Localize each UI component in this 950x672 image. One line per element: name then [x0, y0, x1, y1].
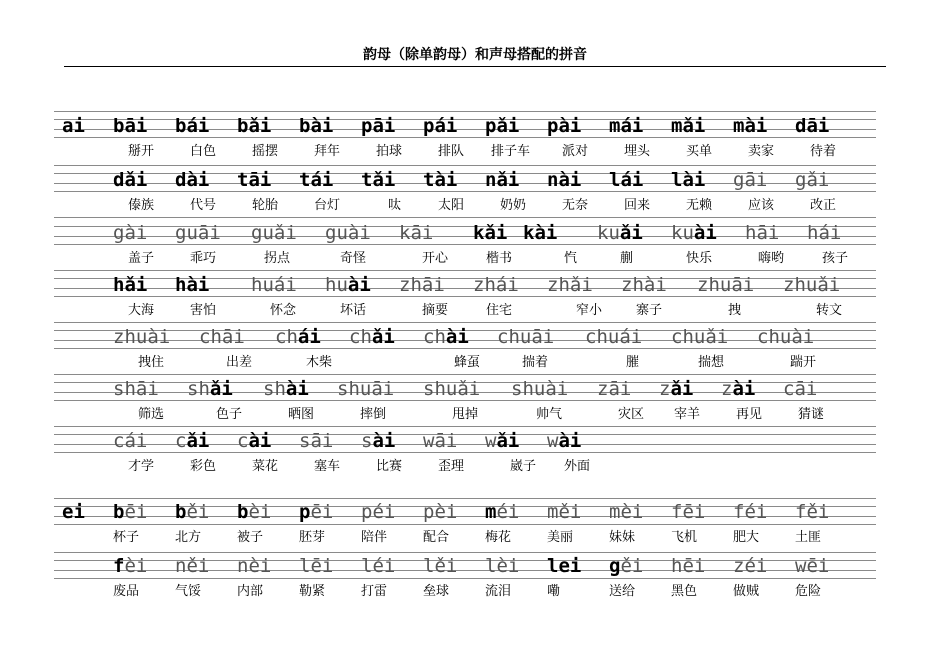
example-word: 转文 — [816, 303, 843, 318]
pinyin-syllable: chuāi — [497, 326, 555, 348]
pinyin-highlight: ài — [693, 222, 717, 244]
pinyin-syllable: bǎi — [237, 115, 272, 137]
example-word: 揣着 — [522, 355, 549, 370]
writing-guide-line — [54, 137, 876, 138]
example-word: 蜂虿 — [454, 355, 481, 370]
example-word: 拍球 — [376, 144, 403, 159]
pinyin-syllable: lěi — [423, 555, 458, 577]
example-word: 代号 — [190, 198, 217, 213]
example-word: 气馁 — [175, 584, 202, 599]
example-word: 膗 — [626, 355, 640, 370]
example-word: 摔倒 — [360, 407, 387, 422]
pinyin-highlight: ǎi — [496, 430, 520, 452]
example-word: 美丽 — [547, 530, 574, 545]
example-word: 轮胎 — [252, 198, 279, 213]
writing-guide-line — [54, 296, 876, 297]
example-word: 回来 — [624, 198, 651, 213]
example-word: 黑色 — [671, 584, 698, 599]
pinyin-syllable: zhuài — [113, 326, 171, 348]
writing-guide-line — [54, 244, 876, 245]
pinyin-syllable: pǎi — [485, 115, 520, 137]
example-word: 木柴 — [306, 355, 333, 370]
pinyin-highlight: ǎi — [371, 326, 395, 348]
pinyin-syllable: gěi — [609, 555, 644, 577]
pinyin-syllable: bēi — [113, 501, 148, 523]
pinyin-syllable: kài — [523, 222, 558, 244]
example-word: 窄小 — [576, 303, 603, 318]
pinyin-syllable: nèi — [237, 555, 272, 577]
pinyin-syllable: pái — [423, 115, 458, 137]
pinyin-syllable: něi — [175, 555, 210, 577]
writing-guide-line — [54, 400, 876, 401]
example-word: 怀念 — [270, 303, 297, 318]
writing-guide-line — [54, 578, 876, 579]
example-word: 勒紧 — [299, 584, 326, 599]
pinyin-syllable: huái — [251, 274, 297, 296]
writing-guide-line — [54, 552, 876, 553]
example-word: 飞机 — [671, 530, 698, 545]
pinyin-syllable: zài — [721, 378, 756, 400]
example-word: 台灯 — [314, 198, 341, 213]
pinyin-highlight: b — [237, 501, 249, 523]
example-word: 踹开 — [790, 355, 817, 370]
example-word: 菜花 — [252, 459, 279, 474]
example-word: 外面 — [564, 459, 591, 474]
pinyin-syllable: wēi — [795, 555, 830, 577]
example-word: 快乐 — [686, 251, 713, 266]
pinyin-syllable: zhái — [473, 274, 519, 296]
example-word: 危险 — [795, 584, 822, 599]
pinyin-syllable: zhuāi — [697, 274, 755, 296]
pinyin-syllable: péi — [361, 501, 396, 523]
example-word: 楷书 — [486, 251, 513, 266]
pinyin-syllable: hāi — [745, 222, 780, 244]
pinyin-syllable: kuài — [671, 222, 717, 244]
pinyin-syllable: cài — [237, 430, 272, 452]
pinyin-syllable: chǎi — [349, 326, 395, 348]
pinyin-highlight: ài — [347, 274, 371, 296]
example-word: 摇摆 — [252, 144, 279, 159]
example-word: 肥大 — [733, 530, 760, 545]
example-word: 梅花 — [485, 530, 512, 545]
example-word: 排队 — [438, 144, 465, 159]
pinyin-syllable: zhài — [621, 274, 667, 296]
example-word: 才学 — [128, 459, 155, 474]
example-word: 拽 — [728, 303, 742, 318]
pinyin-highlight: ài — [285, 378, 309, 400]
pinyin-syllable: chuài — [757, 326, 815, 348]
pinyin-syllable: hēi — [671, 555, 706, 577]
pinyin-syllable: mèi — [609, 501, 644, 523]
pinyin-syllable: sài — [361, 430, 396, 452]
pinyin-highlight: g — [609, 555, 621, 577]
example-word: 掰开 — [128, 144, 155, 159]
pinyin-syllable: léi — [361, 555, 396, 577]
example-word: 猜谜 — [798, 407, 825, 422]
example-word: 拜年 — [314, 144, 341, 159]
example-word: 歪理 — [438, 459, 465, 474]
example-word: 坏话 — [340, 303, 367, 318]
pinyin-syllable: gǎi — [795, 169, 830, 191]
pinyin-syllable: mǎi — [671, 115, 706, 137]
pinyin-syllable: shuāi — [337, 378, 395, 400]
writing-guide-line — [54, 498, 876, 499]
pinyin-syllable: tāi — [237, 169, 272, 191]
pinyin-syllable: guǎi — [251, 222, 297, 244]
pinyin-syllable: tái — [299, 169, 334, 191]
example-word: 筛选 — [138, 407, 165, 422]
pinyin-syllable: zéi — [733, 555, 768, 577]
pinyin-syllable: kāi — [399, 222, 434, 244]
pinyin-syllable: féi — [733, 501, 768, 523]
pinyin-syllable: méi — [485, 501, 520, 523]
example-word: 无奈 — [562, 198, 589, 213]
pinyin-syllable: fěi — [795, 501, 830, 523]
example-word: 奶奶 — [500, 198, 527, 213]
example-word: 太阳 — [438, 198, 465, 213]
example-word: 忾 — [564, 251, 578, 266]
pinyin-syllable: lèi — [485, 555, 520, 577]
page-title: 韵母（除单韵母）和声母搭配的拼音 — [363, 47, 587, 63]
pinyin-syllable: pèi — [423, 501, 458, 523]
pinyin-syllable: pēi — [299, 501, 334, 523]
example-word: 土匪 — [795, 530, 822, 545]
example-word: 比赛 — [376, 459, 403, 474]
writing-guide-line — [54, 191, 876, 192]
example-word: 害怕 — [190, 303, 217, 318]
example-word: 打雷 — [361, 584, 388, 599]
pinyin-syllable: zhāi — [399, 274, 445, 296]
example-word: 宰羊 — [674, 407, 701, 422]
pinyin-syllable: měi — [547, 501, 582, 523]
example-word: 埋头 — [624, 144, 651, 159]
writing-guide-line — [54, 111, 876, 112]
pinyin-syllable: fèi — [113, 555, 148, 577]
pinyin-syllable: tài — [423, 169, 458, 191]
example-word: 买单 — [686, 144, 713, 159]
example-word: 应该 — [748, 198, 775, 213]
example-word: 北方 — [175, 530, 202, 545]
final-label-ai: ai — [62, 115, 85, 137]
pinyin-syllable: kǎi — [473, 222, 508, 244]
example-word: 流泪 — [485, 584, 512, 599]
pinyin-syllable: bāi — [113, 115, 148, 137]
writing-guide-line — [54, 426, 876, 427]
pinyin-syllable: wāi — [423, 430, 458, 452]
pinyin-syllable: lài — [671, 169, 706, 191]
writing-guide-line — [54, 452, 876, 453]
example-word: 蒯 — [620, 251, 634, 266]
pinyin-highlight: ǎi — [209, 378, 233, 400]
pinyin-highlight: ǎi — [619, 222, 643, 244]
pinyin-syllable: lei — [547, 555, 582, 577]
pinyin-syllable: chuǎi — [671, 326, 729, 348]
example-word: 色子 — [216, 407, 243, 422]
example-word: 开心 — [422, 251, 449, 266]
example-word: 派对 — [562, 144, 589, 159]
writing-guide-line — [54, 374, 876, 375]
pinyin-highlight: ài — [445, 326, 469, 348]
example-word: 摘要 — [422, 303, 449, 318]
example-word: 送给 — [609, 584, 636, 599]
example-word: 再见 — [736, 407, 763, 422]
example-word: 大海 — [128, 303, 155, 318]
pinyin-syllable: chài — [423, 326, 469, 348]
pinyin-syllable: wài — [547, 430, 582, 452]
example-word: 甩掉 — [452, 407, 479, 422]
example-word: 胚芽 — [299, 530, 326, 545]
pinyin-syllable: mái — [609, 115, 644, 137]
example-word: 帅气 — [536, 407, 563, 422]
writing-guide-line — [54, 165, 876, 166]
pinyin-syllable: lái — [609, 169, 644, 191]
example-word: 被子 — [237, 530, 264, 545]
example-word: 做贼 — [733, 584, 760, 599]
title-underline — [64, 66, 886, 67]
pinyin-syllable: zǎi — [659, 378, 694, 400]
example-word: 出差 — [226, 355, 253, 370]
pinyin-highlight: f — [113, 555, 125, 577]
example-word: 待着 — [810, 144, 837, 159]
example-word: 妹妹 — [609, 530, 636, 545]
pinyin-highlight: ài — [732, 378, 756, 400]
pinyin-syllable: sāi — [299, 430, 334, 452]
pinyin-syllable: bái — [175, 115, 210, 137]
pinyin-syllable: pài — [547, 115, 582, 137]
pinyin-syllable: chuái — [585, 326, 643, 348]
example-word: 排子车 — [491, 144, 531, 159]
pinyin-syllable: gāi — [733, 169, 768, 191]
pinyin-syllable: dǎi — [113, 169, 148, 191]
example-word: 嗨哟 — [758, 251, 785, 266]
pinyin-syllable: shǎi — [187, 378, 233, 400]
final-label-ei: ei — [62, 501, 85, 523]
pinyin-syllable: běi — [175, 501, 210, 523]
example-word: 寨子 — [636, 303, 663, 318]
writing-guide-line — [54, 217, 876, 218]
pinyin-syllable: hǎi — [113, 274, 148, 296]
pinyin-highlight: ài — [372, 430, 396, 452]
example-word: 乖巧 — [190, 251, 217, 266]
example-word: 内部 — [237, 584, 264, 599]
pinyin-syllable: dāi — [795, 115, 830, 137]
example-word: 孩子 — [822, 251, 849, 266]
pinyin-highlight: p — [299, 501, 311, 523]
pinyin-syllable: dài — [175, 169, 210, 191]
example-word: 盖子 — [128, 251, 155, 266]
example-word: 晒图 — [288, 407, 315, 422]
pinyin-syllable: guài — [325, 222, 371, 244]
example-word: 住宅 — [486, 303, 513, 318]
pinyin-syllable: cǎi — [175, 430, 210, 452]
example-word: 塞车 — [314, 459, 341, 474]
pinyin-highlight: ǎi — [186, 430, 210, 452]
example-word: 傣族 — [128, 198, 155, 213]
pinyin-syllable: bài — [299, 115, 334, 137]
pinyin-syllable: hài — [175, 274, 210, 296]
pinyin-syllable: zhuǎi — [783, 274, 841, 296]
pinyin-syllable: nǎi — [485, 169, 520, 191]
pinyin-highlight: b — [113, 501, 125, 523]
pinyin-syllable: hái — [807, 222, 842, 244]
example-word: 白色 — [190, 144, 217, 159]
example-word: 奇怪 — [340, 251, 367, 266]
writing-guide-line — [54, 322, 876, 323]
example-word: 拐点 — [264, 251, 291, 266]
example-word: 拽住 — [138, 355, 165, 370]
example-word: 改正 — [810, 198, 837, 213]
writing-guide-line — [54, 524, 876, 525]
example-word: 嘞 — [547, 584, 561, 599]
pinyin-syllable: mài — [733, 115, 768, 137]
example-word: 彩色 — [190, 459, 217, 474]
pinyin-syllable: cāi — [783, 378, 818, 400]
example-word: 废品 — [113, 584, 140, 599]
example-word: 卖家 — [748, 144, 775, 159]
pinyin-highlight: ài — [248, 430, 272, 452]
pinyin-syllable: chāi — [199, 326, 245, 348]
pinyin-syllable: kuǎi — [597, 222, 643, 244]
pinyin-syllable: guāi — [175, 222, 221, 244]
pinyin-syllable: shāi — [113, 378, 159, 400]
example-word: 配合 — [423, 530, 450, 545]
pinyin-syllable: nài — [547, 169, 582, 191]
example-word: 呔 — [388, 198, 402, 213]
example-word: 杯子 — [113, 530, 140, 545]
example-word: 无赖 — [686, 198, 713, 213]
example-word: 揣想 — [698, 355, 725, 370]
pinyin-highlight: m — [485, 501, 497, 523]
pinyin-syllable: lēi — [299, 555, 334, 577]
pinyin-syllable: shuài — [511, 378, 569, 400]
pinyin-syllable: fēi — [671, 501, 706, 523]
pinyin-syllable: wǎi — [485, 430, 520, 452]
pinyin-highlight: ài — [558, 430, 582, 452]
pinyin-syllable: bèi — [237, 501, 272, 523]
pinyin-syllable: cái — [113, 430, 148, 452]
example-word: 陪伴 — [361, 530, 388, 545]
pinyin-syllable: chái — [275, 326, 321, 348]
pinyin-syllable: pāi — [361, 115, 396, 137]
pinyin-syllable: tǎi — [361, 169, 396, 191]
pinyin-highlight: b — [175, 501, 187, 523]
pinyin-highlight: ǎi — [670, 378, 694, 400]
pinyin-highlight: ái — [297, 326, 321, 348]
pinyin-syllable: zhǎi — [547, 274, 593, 296]
pinyin-syllable: gài — [113, 222, 148, 244]
pinyin-syllable: shài — [263, 378, 309, 400]
example-word: 崴子 — [510, 459, 537, 474]
example-word: 灾区 — [618, 407, 645, 422]
pinyin-syllable: huài — [325, 274, 371, 296]
example-word: 垒球 — [423, 584, 450, 599]
pinyin-syllable: shuǎi — [423, 378, 481, 400]
writing-guide-line — [54, 270, 876, 271]
writing-guide-line — [54, 348, 876, 349]
pinyin-syllable: zāi — [597, 378, 632, 400]
